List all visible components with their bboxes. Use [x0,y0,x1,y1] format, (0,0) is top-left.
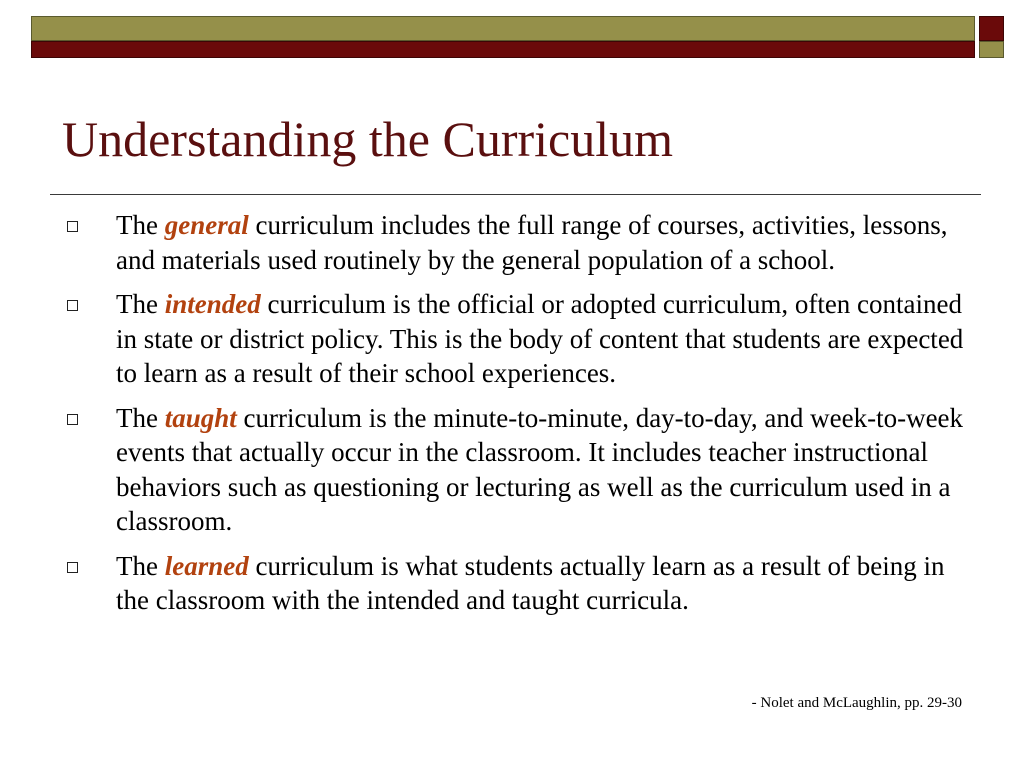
bullet-list [64,208,974,628]
bullet-lead: The [116,289,165,319]
bullet-lead: The [116,210,165,240]
bullet-keyword: learned [164,550,249,581]
bullet-taught [64,401,974,539]
bullet-text: curriculum is the minute-to-minute, day-to-day, and week-to-week events that actually occur in the classroom. It includes teacher instructional behaviors such as questioning or lecturing as well as the curriculum used in a classroom. [116,402,964,536]
hollow-square-bullet-icon [67,562,78,573]
bullet-intended [64,287,974,391]
hollow-square-bullet-icon [67,300,78,311]
bullet-text: curriculum is the official or adopted curriculum, often contained in state or district policy. This is the body of content that students are expected to learn as a result of their school experiences. [116,289,964,388]
bullet-learned [64,549,974,618]
hollow-square-bullet-icon [67,414,78,425]
bullet-text: curriculum is what students actually learn as a result of being in the classroom with the intended and taught curricula. [116,550,945,615]
citation: - Nolet and McLaughlin, pp. 29-30 [751,695,962,711]
bullet-keyword: taught [164,402,237,433]
title-divider [50,194,981,195]
corner-square-maroon [979,16,1004,41]
bullet-lead: The [116,402,165,433]
bullet-keyword: intended [164,289,261,319]
corner-square-olive [979,41,1004,58]
header-band-maroon [31,41,975,58]
bullet-general [64,208,974,277]
header-band-olive [31,16,975,41]
hollow-square-bullet-icon [67,221,78,232]
bullet-text: curriculum includes the full range of courses, activities, lessons, and materials used routinely by the general population of a school. [116,210,948,275]
bullet-keyword: general [164,210,249,240]
slide-title: Understanding the Curriculum [62,111,673,167]
bullet-lead: The [116,550,165,581]
